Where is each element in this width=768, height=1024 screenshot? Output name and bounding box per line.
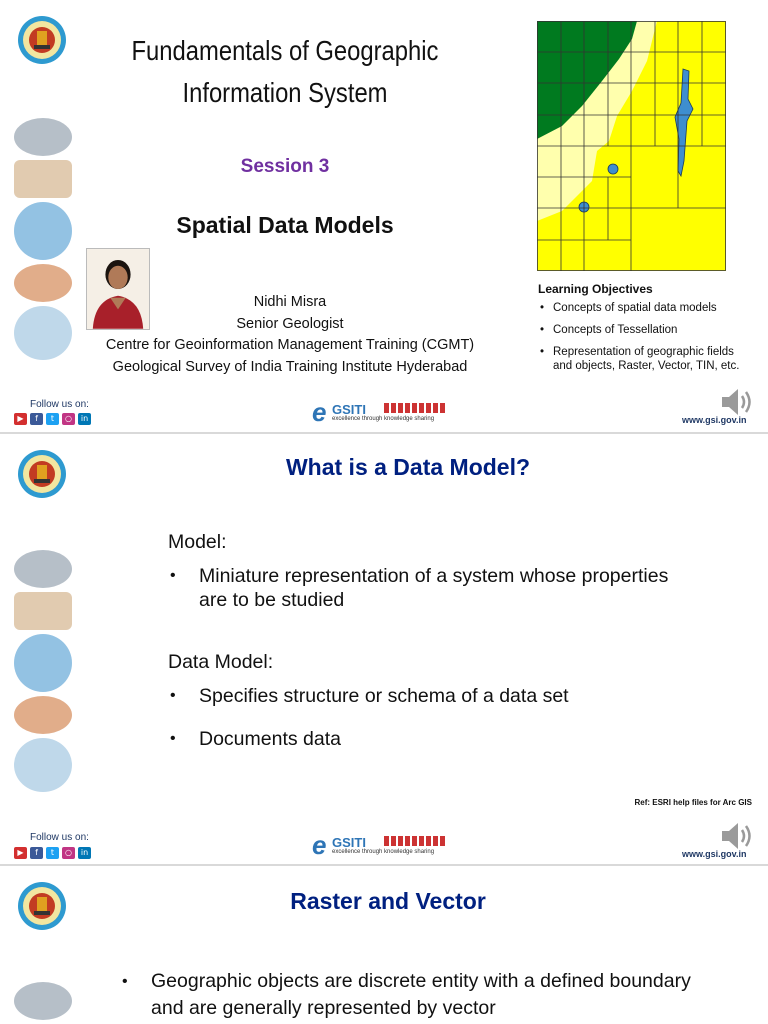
follow-us-label: Follow us on:: [30, 399, 89, 410]
youtube-icon[interactable]: ▶: [14, 847, 27, 859]
speaker-icon[interactable]: [718, 818, 758, 854]
egsiti-brand: GSITI: [332, 835, 366, 850]
list-item: • Representation of geographic fields and objects, Raster, Vector, TIN, etc.: [538, 345, 753, 373]
twitter-icon[interactable]: t: [46, 847, 59, 859]
speaker-icon[interactable]: [718, 384, 758, 420]
decorative-image-strip: [14, 118, 76, 364]
gsi-emblem-icon: [17, 449, 67, 499]
slide-title: Raster and Vector: [290, 888, 486, 914]
linkedin-icon[interactable]: in: [78, 413, 91, 425]
author-name: Nidhi Misra: [253, 294, 327, 310]
facebook-icon[interactable]: f: [30, 413, 43, 425]
list-item: • Concepts of Tessellation: [538, 323, 753, 337]
website-link[interactable]: www.gsi.gov.in: [682, 849, 747, 859]
twitter-icon[interactable]: t: [46, 413, 59, 425]
reference-note: Ref: ESRI help files for Arc GIS: [634, 798, 752, 807]
data-model-heading: Data Model:: [168, 651, 274, 673]
session-label: Session 3: [240, 156, 330, 177]
instagram-icon[interactable]: ○: [62, 413, 75, 425]
gsi-emblem-icon: [17, 15, 67, 65]
facebook-icon[interactable]: f: [30, 847, 43, 859]
slide-1: [0, 0, 768, 432]
author-org: Centre for Geoinformation Management Training (CGMT): [105, 337, 475, 353]
list-item: • Miniature representation of a system whose properties are to be studied: [168, 564, 688, 612]
learning-objectives: [538, 282, 753, 381]
egsiti-tagline: excellence through knowledge sharing: [332, 849, 435, 855]
session-subtitle: Spatial Data Models: [176, 212, 394, 238]
follow-us-label: Follow us on:: [30, 832, 89, 843]
egsiti-tagline: excellence through knowledge sharing: [332, 416, 435, 422]
website-link[interactable]: www.gsi.gov.in: [682, 415, 747, 425]
tessellation-map: [537, 21, 726, 271]
learning-objectives-heading: Learning Objectives: [538, 282, 653, 296]
slide-title: What is a Data Model?: [285, 454, 531, 480]
learning-objectives-list: [538, 301, 753, 373]
decorative-image-strip: [14, 982, 76, 1024]
author-block: [80, 292, 500, 378]
model-heading: Model:: [168, 531, 227, 553]
linkedin-icon[interactable]: in: [78, 847, 91, 859]
decorative-image-strip: [14, 550, 76, 796]
slide-3: [0, 864, 768, 1024]
deck-title: Fundamentals of Geographic Information System: [131, 35, 439, 108]
egsiti-logo: e GSITI excellence through knowledge sharing: [312, 401, 454, 429]
list-item: • Documents data: [168, 727, 688, 751]
author-role: Senior Geologist: [236, 315, 344, 332]
egsiti-logo: e GSITI excellence through knowledge sharing: [312, 834, 454, 862]
social-links: [14, 847, 91, 859]
slide-2: [0, 432, 768, 864]
author-institute: Geological Survey of India Training Institute Hyderabad: [112, 358, 468, 375]
gsi-emblem-icon: [17, 881, 67, 931]
slide-body: [168, 530, 688, 751]
instagram-icon[interactable]: ○: [62, 847, 75, 859]
list-item: • Geographic objects are discrete entity with a defined boundary and are generally represented by vector: [122, 968, 712, 1022]
list-item: • Concepts of spatial data models: [538, 301, 753, 315]
youtube-icon[interactable]: ▶: [14, 413, 27, 425]
social-links: [14, 413, 91, 425]
egsiti-brand: GSITI: [332, 402, 366, 417]
list-item: • Specifies structure or schema of a data set: [168, 684, 688, 708]
